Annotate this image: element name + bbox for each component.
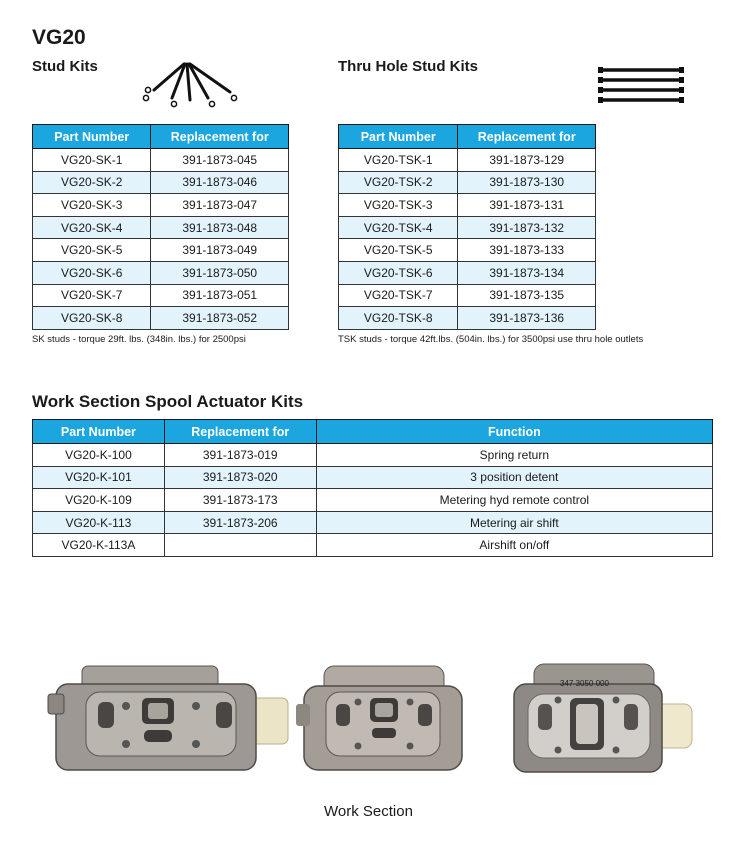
- part-number: VG20-SK-3: [33, 194, 151, 217]
- table-row: [339, 284, 596, 307]
- replacement-for: 391-1873-048: [151, 216, 289, 239]
- column-header: Replacement for: [458, 125, 596, 149]
- table-row: [33, 216, 289, 239]
- table-row: [33, 444, 713, 467]
- table-row: [33, 171, 289, 194]
- part-number: VG20-TSK-7: [339, 284, 458, 307]
- part-number: VG20-K-113A: [33, 534, 165, 557]
- function: Metering hyd remote control: [316, 489, 712, 512]
- part-number: VG20-K-109: [33, 489, 165, 512]
- table-row: [33, 511, 713, 534]
- work-section-photo: [296, 662, 468, 776]
- replacement-for: 391-1873-130: [458, 171, 596, 194]
- replacement-for: [164, 534, 316, 557]
- table-row: [33, 284, 289, 307]
- replacement-for: 391-1873-206: [164, 511, 316, 534]
- function: Spring return: [316, 444, 712, 467]
- replacement-for: 391-1873-136: [458, 307, 596, 330]
- part-number: VG20-TSK-2: [339, 171, 458, 194]
- part-number: VG20-TSK-1: [339, 149, 458, 172]
- replacement-for: 391-1873-045: [151, 149, 289, 172]
- part-number: VG20-K-113: [33, 511, 165, 534]
- part-number: VG20-SK-4: [33, 216, 151, 239]
- thru-hole-kits-title: Thru Hole Stud Kits: [338, 58, 478, 75]
- table-row: [339, 307, 596, 330]
- table-row: [33, 261, 289, 284]
- part-number: VG20-K-100: [33, 444, 165, 467]
- column-header: Replacement for: [151, 125, 289, 149]
- column-header: Function: [316, 420, 712, 444]
- replacement-for: 391-1873-046: [151, 171, 289, 194]
- part-number: VG20-TSK-5: [339, 239, 458, 262]
- function: 3 position detent: [316, 466, 712, 489]
- replacement-for: 391-1873-133: [458, 239, 596, 262]
- replacement-for: 391-1873-047: [151, 194, 289, 217]
- replacement-for: 391-1873-131: [458, 194, 596, 217]
- replacement-for: 391-1873-135: [458, 284, 596, 307]
- table-row: [339, 171, 596, 194]
- work-section-photo: [508, 660, 694, 778]
- part-number: VG20-SK-7: [33, 284, 151, 307]
- table-row: [33, 466, 713, 489]
- table-row: [33, 239, 289, 262]
- function: Airshift on/off: [316, 534, 712, 557]
- column-header: Part Number: [33, 420, 165, 444]
- column-header: Part Number: [33, 125, 151, 149]
- stud-kits-note: SK studs - torque 29ft. lbs. (348in. lbs.) for 2500psi: [32, 334, 246, 345]
- thru-hole-kits-note: TSK studs - torque 42ft.lbs. (504in. lbs.) for 3500psi use thru hole outlets: [338, 334, 644, 345]
- part-number: VG20-SK-2: [33, 171, 151, 194]
- actuator-kits-title: Work Section Spool Actuator Kits: [32, 392, 304, 411]
- part-number: VG20-TSK-6: [339, 261, 458, 284]
- part-number: VG20-TSK-4: [339, 216, 458, 239]
- thru-hole-kits-table: [338, 124, 596, 330]
- part-number: VG20-K-101: [33, 466, 165, 489]
- stud-kits-title: Stud Kits: [32, 58, 98, 75]
- photo-caption: Work Section: [324, 803, 413, 820]
- replacement-for: 391-1873-049: [151, 239, 289, 262]
- part-number: VG20-SK-8: [33, 307, 151, 330]
- replacement-for: 391-1873-050: [151, 261, 289, 284]
- table-row: [33, 149, 289, 172]
- thru-hole-stud-illustration: [594, 64, 688, 108]
- page-title: VG20: [32, 26, 86, 49]
- table-row: [339, 239, 596, 262]
- table-row: [339, 216, 596, 239]
- stud-kit-illustration: [138, 60, 246, 108]
- table-row: [33, 194, 289, 217]
- replacement-for: 391-1873-020: [164, 466, 316, 489]
- actuator-kits-table: [32, 419, 713, 557]
- replacement-for: 391-1873-052: [151, 307, 289, 330]
- table-row: [339, 261, 596, 284]
- photo-label: 347 3050 000: [560, 679, 609, 688]
- replacement-for: 391-1873-051: [151, 284, 289, 307]
- table-row: [33, 534, 713, 557]
- column-header: Part Number: [339, 125, 458, 149]
- part-number: VG20-TSK-8: [339, 307, 458, 330]
- replacement-for: 391-1873-019: [164, 444, 316, 467]
- table-row: [33, 307, 289, 330]
- part-number: VG20-SK-5: [33, 239, 151, 262]
- table-row: [339, 149, 596, 172]
- part-number: VG20-SK-1: [33, 149, 151, 172]
- part-number: VG20-TSK-3: [339, 194, 458, 217]
- replacement-for: 391-1873-129: [458, 149, 596, 172]
- work-section-photo: [46, 662, 290, 778]
- replacement-for: 391-1873-134: [458, 261, 596, 284]
- replacement-for: 391-1873-132: [458, 216, 596, 239]
- replacement-for: 391-1873-173: [164, 489, 316, 512]
- function: Metering air shift: [316, 511, 712, 534]
- table-row: [339, 194, 596, 217]
- part-number: VG20-SK-6: [33, 261, 151, 284]
- column-header: Replacement for: [164, 420, 316, 444]
- stud-kits-table: [32, 124, 289, 330]
- table-row: [33, 489, 713, 512]
